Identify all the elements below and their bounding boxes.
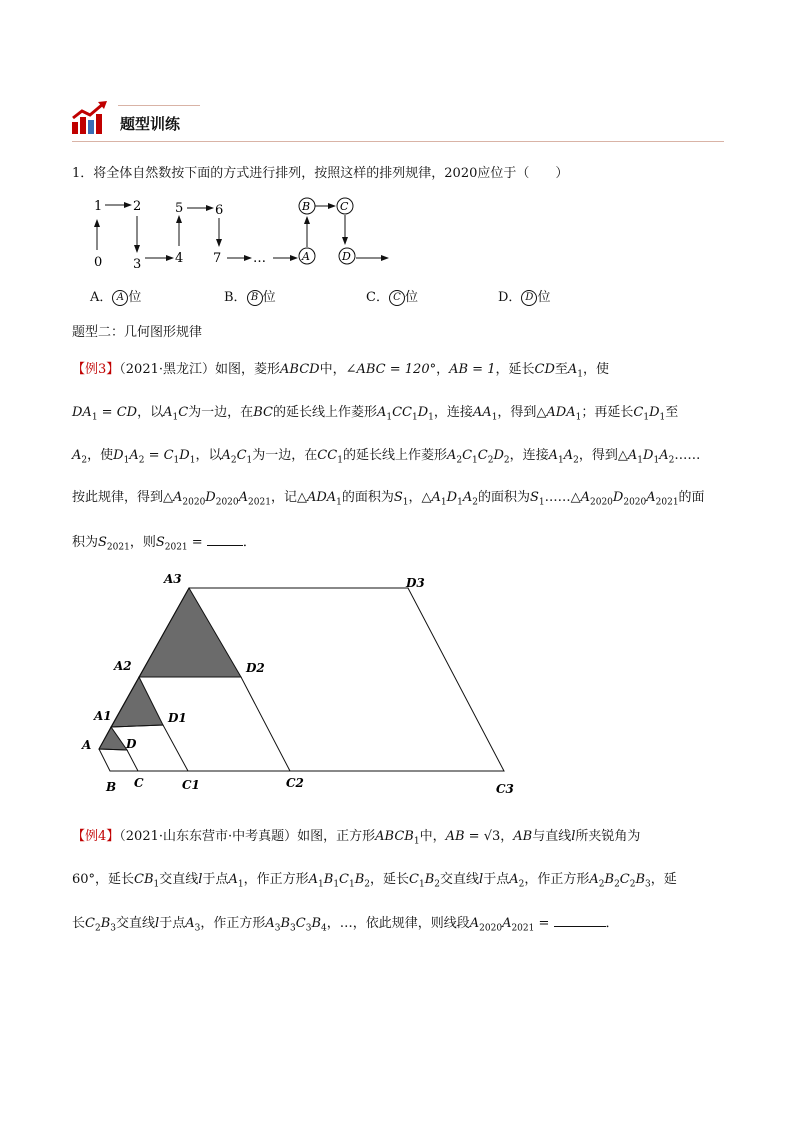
answer-blank-2[interactable] [554, 914, 606, 927]
shaded-triangle-1 [99, 727, 127, 750]
ex4-line-1: 【例4】（2021·山东东营市·中考真题）如图，正方形$ABCB_1$中，AB = √3，AB与直线l所夹锐角为 [72, 829, 641, 847]
svg-text:C: C [340, 200, 349, 213]
ex4-line-2: 60°，延长$CB_1$交直线l于点$A_1$，作正方形$A_1B_1C_1B_2$，延长$C_1B_2$交直线l于点$A_2$，作正方形$A_2B_2C_2B_3$，延 [72, 872, 677, 890]
num-1: 1 [94, 199, 103, 214]
section-title: 题型二：几何图形规律 [72, 325, 203, 340]
header-rule [72, 141, 724, 142]
label-D2: D2 [246, 661, 265, 675]
label-C2: C2 [286, 776, 304, 790]
label-D1: D1 [168, 711, 187, 725]
ex4-line-3: 长$C_2B_3$交直线l于点$A_3$，作正方形$A_3B_3C_3B_4$，…，依此规律，则线段$A_{2020}A_{2021}$ = ． [72, 916, 619, 934]
rhombus-3 [189, 588, 504, 771]
label-C3: C3 [496, 782, 514, 796]
q1-arrangement-diagram [85, 192, 395, 274]
ex3-line-1: 【例3】（2021·黑龙江）如图，菱形ABCD中，∠ABC = 120°，AB = 1，延长CD至$A_1$，使 [72, 362, 610, 380]
svg-text:D: D [342, 250, 351, 263]
header-logo [70, 100, 110, 136]
header-top-rule [118, 105, 200, 106]
num-5: 5 [175, 201, 184, 216]
ex3-line-4: 按此规律，得到$\triangle A_{2020}D_{2020}A_{2021}$，记$\triangle ADA_1$的面积为$S_1$，$\triangle A_1D_1A_2$的面积为$S_1\dots\dots\triangle A_{2020}D_{2020}A_{2021}$的面 [72, 490, 705, 508]
label-A1: A1 [94, 709, 112, 723]
label-D3: D3 [406, 576, 425, 590]
bar-chart-icon [70, 100, 110, 136]
num-2: 2 [133, 199, 142, 214]
shaded-triangle-2 [111, 677, 163, 727]
label-C: C [134, 776, 144, 790]
page-title: 题型训练 [120, 115, 181, 133]
num-4: 4 [175, 251, 184, 266]
num-3: 3 [133, 257, 142, 272]
answer-blank[interactable] [207, 533, 243, 546]
label-C1: C1 [182, 778, 200, 792]
label-D: D [126, 737, 137, 751]
num-ellipsis: … [253, 251, 266, 266]
q1-option-d[interactable]: D． D 位 [498, 290, 551, 305]
label-B: B [106, 780, 117, 794]
label-A3: A3 [164, 572, 182, 586]
q1-option-a[interactable]: A． A 位 [90, 290, 142, 305]
ex3-line-5: 积为$S_{2021}$，则$S_{2021}$ = ． [72, 535, 256, 553]
rhombus-figure [70, 565, 530, 805]
rhombus-0 [99, 749, 138, 771]
q1-option-c[interactable]: C． C 位 [366, 290, 418, 305]
ex3-line-3: $A_2$，使$D_1A_2 = C_1D_1$，以$A_2C_1$为一边，在$CC_1$的延长线上作菱形$A_2C_1C_2D_2$，连接$A_1A_2$，得到$\triangle A_1D_1A_2\dots\dots$ [72, 448, 701, 466]
label-A: A [82, 738, 92, 752]
ex3-line-2: $DA_1$ = CD，以$A_1C$为一边，在BC的延长线上作菱形$A_1CC_1D_1$，连接$AA_1$，得到$\triangle ADA_1$；再延长$C_1D_1$至 [72, 405, 679, 423]
svg-text:A: A [302, 250, 310, 263]
label-A2: A2 [114, 659, 132, 673]
q1-stem: 1．将全体自然数按下面的方式进行排列，按照这样的排列规律，2020应位于（ ） [72, 166, 569, 181]
num-6: 6 [215, 203, 224, 218]
num-7: 7 [213, 251, 222, 266]
svg-text:B: B [302, 200, 311, 213]
q1-option-b[interactable]: B． B 位 [224, 290, 276, 305]
shaded-triangle-3 [139, 588, 241, 677]
num-0: 0 [94, 255, 103, 270]
